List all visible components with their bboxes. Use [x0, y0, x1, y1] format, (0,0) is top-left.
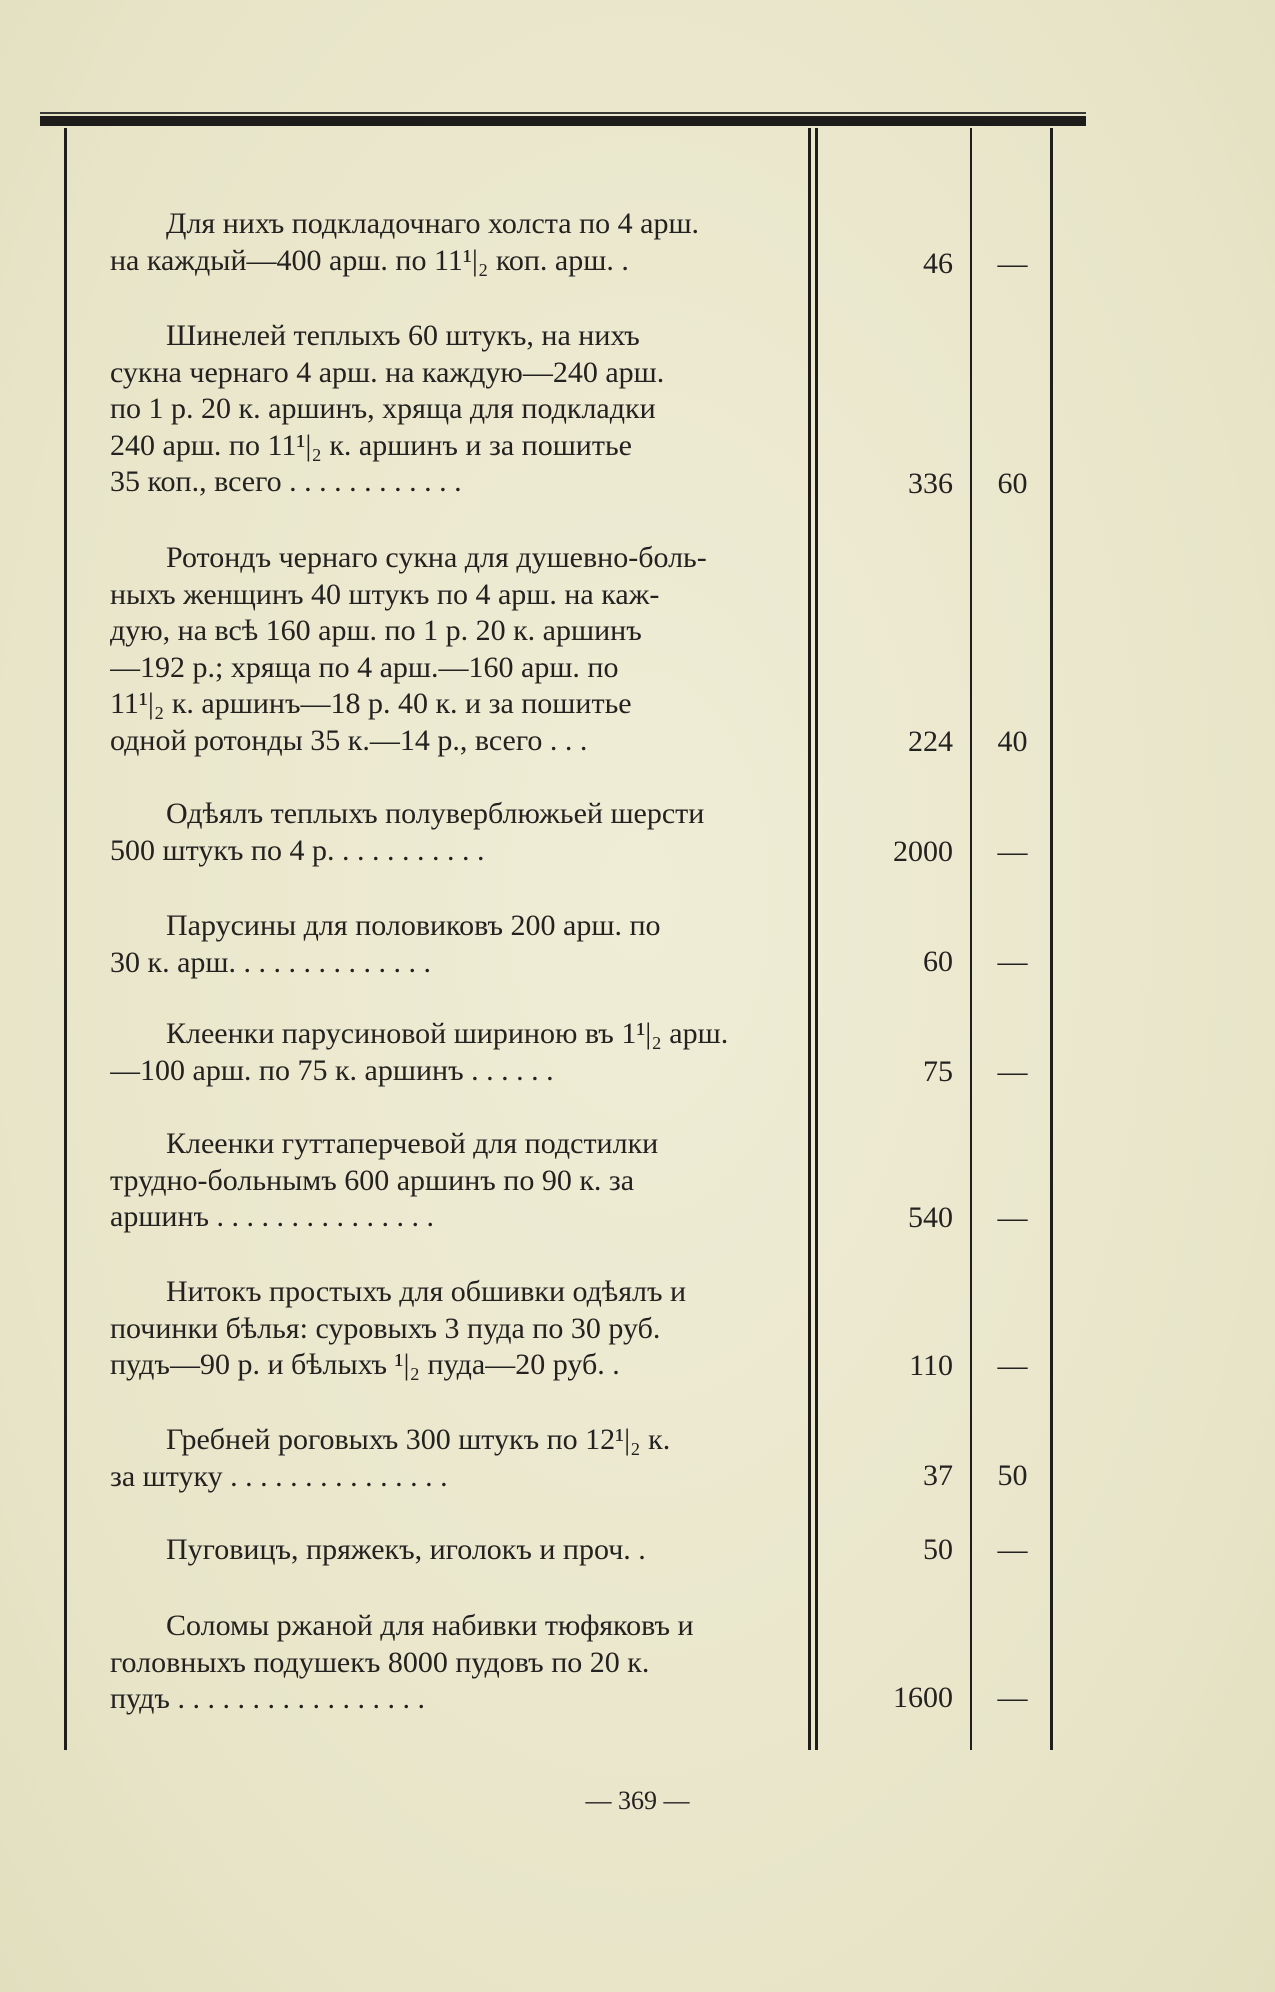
page-number: — 369 — — [585, 1786, 690, 1815]
amount-kopecks: — — [997, 945, 1028, 978]
amount-kopecks: 50 — [997, 1459, 1028, 1492]
entry-line: 35 коп., всего . . . . . . . . . . . . — [110, 465, 462, 498]
amount-rubles: 110 — [909, 1349, 953, 1382]
entry-line: сукна чернаго 4 арш. на каждую—240 арш. — [110, 355, 665, 389]
amount-rubles: 2000 — [893, 835, 953, 868]
entry-line: 11¹|₂ к. аршинъ—18 р. 40 к. и за пошитье — [110, 687, 632, 720]
ledger-entry — [110, 1274, 785, 1384]
entry-line: 240 арш. по 11¹|₂ к. аршинъ и за пошитье — [110, 428, 632, 462]
ledger-entry — [110, 1532, 785, 1569]
amount-rubles: 60 — [923, 945, 953, 978]
amount-rubles: 46 — [923, 247, 953, 280]
entry-line: на каждый—400 арш. по 11¹|₂ коп. арш. . — [110, 243, 629, 277]
entry-line: —192 р.; хряща по 4 арш.—160 арш. по — [110, 650, 619, 684]
entry-line: пудъ—90 р. и бѣлыхъ ¹|₂ пуда—20 руб. . — [110, 1348, 620, 1381]
entry-line: трудно-больнымъ 600 аршинъ по 90 к. за — [110, 1163, 635, 1197]
ledger-entry — [110, 318, 785, 501]
amount-rubles: 1600 — [893, 1681, 953, 1714]
amount-rubles: 75 — [923, 1055, 953, 1088]
kopecks-column-line — [970, 128, 972, 1750]
ledger-entry — [110, 206, 785, 279]
ledger-entry — [110, 1608, 785, 1718]
amount-kopecks: — — [997, 835, 1028, 868]
entry-line: Ротондъ чернаго сукна для душевно-боль- — [166, 541, 707, 574]
entry-line: Одѣялъ теплыхъ полуверблюжьей шерсти — [166, 797, 705, 830]
entry-line: Шинелей теплыхъ 60 штукъ, на нихъ — [166, 319, 640, 352]
ledger-entry — [110, 908, 785, 981]
ledger-entry — [110, 1422, 785, 1495]
entry-line: дую, на всѣ 160 арш. по 1 р. 20 к. аршинъ — [110, 614, 642, 647]
ledger-entry — [110, 796, 785, 869]
entry-line: —100 арш. по 75 к. аршинъ . . . . . . — [110, 1053, 554, 1087]
amount-rubles: 37 — [923, 1459, 953, 1492]
entry-line: починки бѣлья: суровыхъ 3 пуда по 30 руб. — [110, 1311, 661, 1345]
entry-line: аршинъ . . . . . . . . . . . . . . . — [110, 1200, 435, 1233]
entry-line: 500 штукъ по 4 р. . . . . . . . . . . — [110, 833, 485, 867]
entry-line: ныхъ женщинъ 40 штукъ по 4 арш. на каж- — [110, 577, 660, 611]
entry-line: Соломы ржаной для набивки тюфяковъ и — [166, 1609, 694, 1642]
amount-kopecks: — — [997, 247, 1028, 280]
entry-line: пудъ . . . . . . . . . . . . . . . . . — [110, 1682, 425, 1715]
amount-rubles: 50 — [923, 1533, 953, 1566]
amount-kopecks: — — [997, 1533, 1028, 1566]
entry-line: одной ротонды 35 к.—14 р., всего . . . — [110, 723, 588, 757]
ledger-entry — [110, 1016, 785, 1089]
top-rule — [40, 116, 1086, 126]
entry-line: Нитокъ простыхъ для обшивки одѣялъ и — [166, 1275, 687, 1308]
amount-kopecks: 40 — [997, 725, 1028, 758]
amount-kopecks: — — [997, 1055, 1028, 1088]
ledger-entry — [110, 540, 785, 759]
entry-line: 30 к. арш. . . . . . . . . . . . . . — [110, 945, 431, 979]
entry-line: по 1 р. 20 к. аршинъ, хряща для подкладки — [110, 392, 656, 425]
entry-line: Гребней роговыхъ 300 штукъ по 12¹|₂ к. — [166, 1423, 671, 1456]
amount-rubles: 336 — [908, 467, 953, 500]
rubles-column-double-line-b — [815, 128, 818, 1750]
amount-kopecks: — — [997, 1681, 1028, 1714]
entry-line: головныхъ подушекъ 8000 пудовъ по 20 к. — [110, 1645, 650, 1679]
amount-kopecks: — — [997, 1201, 1028, 1234]
rubles-column-double-line-a — [808, 128, 811, 1750]
right-border-line — [1050, 128, 1053, 1750]
entry-line: Клеенки гуттаперчевой для подстилки — [166, 1127, 659, 1160]
entry-line: Парусины для половиковъ 200 арш. по — [166, 909, 661, 942]
entry-line: Пуговицъ, пряжекъ, иголокъ и проч. . — [166, 1533, 646, 1566]
entry-line: за штуку . . . . . . . . . . . . . . . — [110, 1459, 448, 1493]
amount-kopecks: 60 — [997, 467, 1028, 500]
left-border-line — [64, 128, 67, 1750]
amount-kopecks: — — [997, 1349, 1028, 1382]
entry-line: Для нихъ подкладочнаго холста по 4 арш. — [166, 207, 700, 240]
entry-line: Клеенки парусиновой шириною въ 1¹|₂ арш. — [166, 1017, 729, 1050]
ledger-entry — [110, 1126, 785, 1236]
amount-rubles: 224 — [908, 725, 953, 758]
amount-rubles: 540 — [908, 1201, 953, 1234]
